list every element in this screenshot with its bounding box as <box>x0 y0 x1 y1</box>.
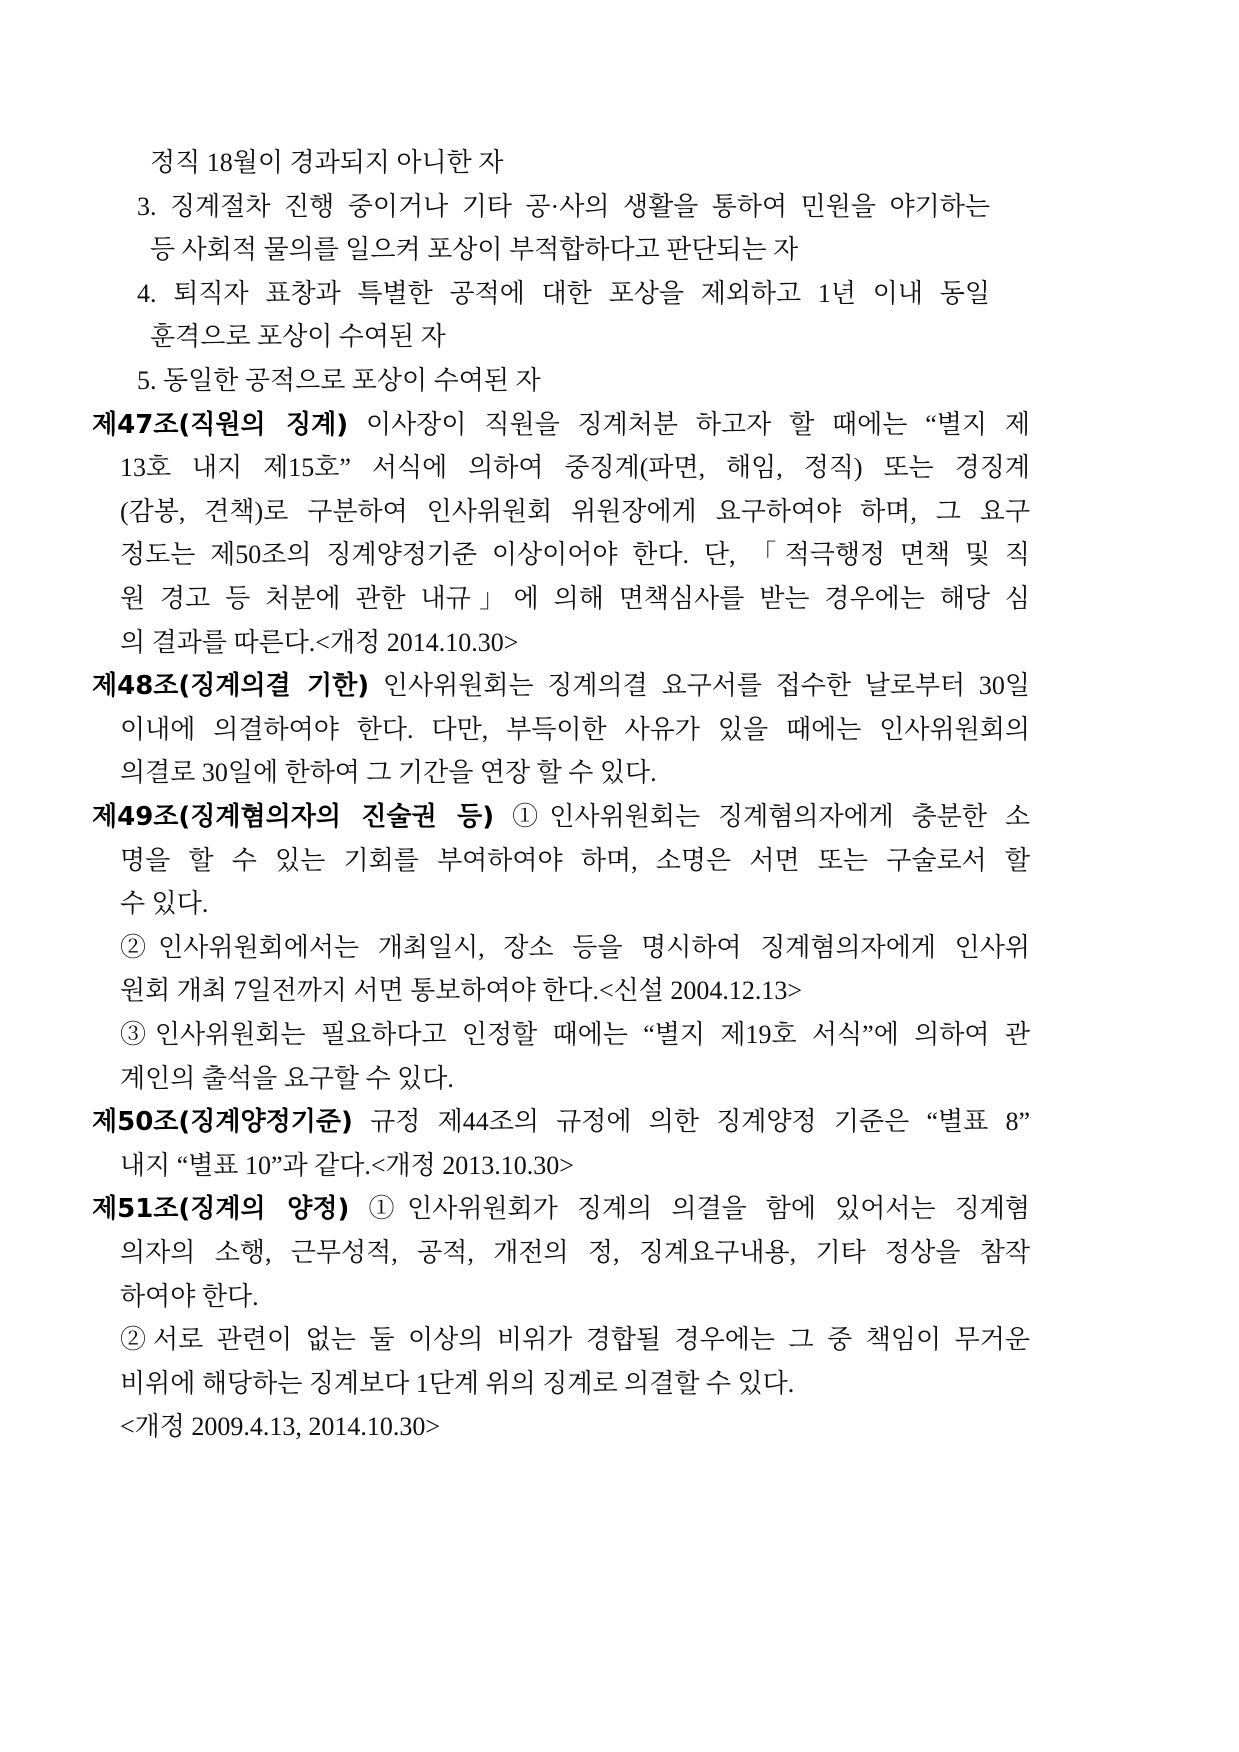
list-item-line: 4. 퇴직자 표창과 특별한 공적에 대한 포상을 제외하고 1년 이내 동일 <box>137 279 990 308</box>
article-line: 원회 개최 7일전까지 서면 통보하여야 한다.<신설 2004.12.13> <box>120 976 803 1005</box>
article-line: ③인사위원회는 필요하다고 인정할 때에는 “별지 제19호 서식”에 의하여 관 <box>120 1020 1030 1049</box>
article-line: 의 결과를 따른다.<개정 2014.10.30> <box>120 628 519 657</box>
article-line: 인사위원회는 징계의결 요구서를 접수한 날로부터 30일 <box>382 671 1030 700</box>
article-heading: 제49조(징계혐의자의 진술권 등) <box>92 802 495 832</box>
list-item-line: 5. 동일한 공적으로 포상이 수여된 자 <box>137 366 541 395</box>
article-first-line <box>92 799 1030 835</box>
list-item-line: 등 사회적 물의를 일으켜 포상이 부적합하다고 판단되는 자 <box>150 235 799 264</box>
list-item-line: 3. 징계절차 진행 중이거나 기타 공·사의 생활을 통하여 민원을 야기하는 <box>137 192 990 221</box>
article-line: 13호 내지 제15호” 서식에 의하여 중징계(파면, 해임, 정직) 또는 경징계 <box>120 453 1030 482</box>
amendment-note: <개정 2009.4.13, 2014.10.30> <box>120 1412 441 1441</box>
article-line: 계인의 출석을 요구할 수 있다. <box>120 1064 454 1093</box>
article-line: 명을 할 수 있는 기회를 부여하여야 하며, 소명은 서면 또는 구술로서 할 <box>120 846 1030 875</box>
article-line: ①인사위원회는 징계혐의자에게 충분한 소 <box>512 802 1030 831</box>
article-first-line <box>92 1191 1030 1227</box>
article-line: 정도는 제50조의 징계양정기준 이상이어야 한다. 단, 「적극행정 면책 및 직 <box>120 540 1030 569</box>
article-line: ②인사위원회에서는 개최일시, 장소 등을 명시하여 징계혐의자에게 인사위 <box>120 933 1030 962</box>
article-line: ①인사위원회가 징계의 의결을 함에 있어서는 징계혐 <box>368 1194 1030 1223</box>
article-heading: 제48조(징계의결 기한) <box>92 671 370 701</box>
article-heading: 제47조(직원의 징계) <box>92 410 349 440</box>
article-line: 의자의 소행, 근무성적, 공적, 개전의 정, 징계요구내용, 기타 정상을 참작 <box>120 1238 1030 1267</box>
article-first-line <box>92 668 1030 704</box>
article-line: 규정 제44조의 규정에 의한 징계양정 기준은 “별표 8” <box>370 1107 1030 1136</box>
article-line: 이내에 의결하여야 한다. 다만, 부득이한 사유가 있을 때에는 인사위원회의 <box>120 715 1030 744</box>
article-first-line <box>92 407 1030 443</box>
article-line: 원 경고 등 처분에 관한 내규」에 의해 면책심사를 받는 경우에는 해당 심 <box>120 584 1030 613</box>
article-line: 내지 “별표 10”과 같다.<개정 2013.10.30> <box>120 1151 574 1180</box>
article-line: 하여야 한다. <box>120 1282 259 1311</box>
list-item-line: 정직 18월이 경과되지 아니한 자 <box>150 148 504 177</box>
article-line: ②서로 관련이 없는 둘 이상의 비위가 경합될 경우에는 그 중 책임이 무거운 <box>120 1325 1030 1354</box>
article-line: 비위에 해당하는 징계보다 1단계 위의 징계로 의결할 수 있다. <box>120 1369 795 1398</box>
article-line: 의결로 30일에 한하여 그 기간을 연장 할 수 있다. <box>120 758 657 787</box>
article-heading: 제51조(징계의 양정) <box>92 1194 350 1224</box>
article-line: 수 있다. <box>120 889 209 918</box>
list-item-line: 훈격으로 포상이 수여된 자 <box>150 322 446 351</box>
article-line: (감봉, 견책)로 구분하여 인사위원회 위원장에게 요구하여야 하며, 그 요구 <box>120 497 1030 526</box>
article-line: 이사장이 직원을 징계처분 하고자 할 때에는 “별지 제 <box>366 410 1030 439</box>
article-first-line <box>92 1104 1030 1140</box>
article-heading: 제50조(징계양정기준) <box>92 1107 353 1137</box>
